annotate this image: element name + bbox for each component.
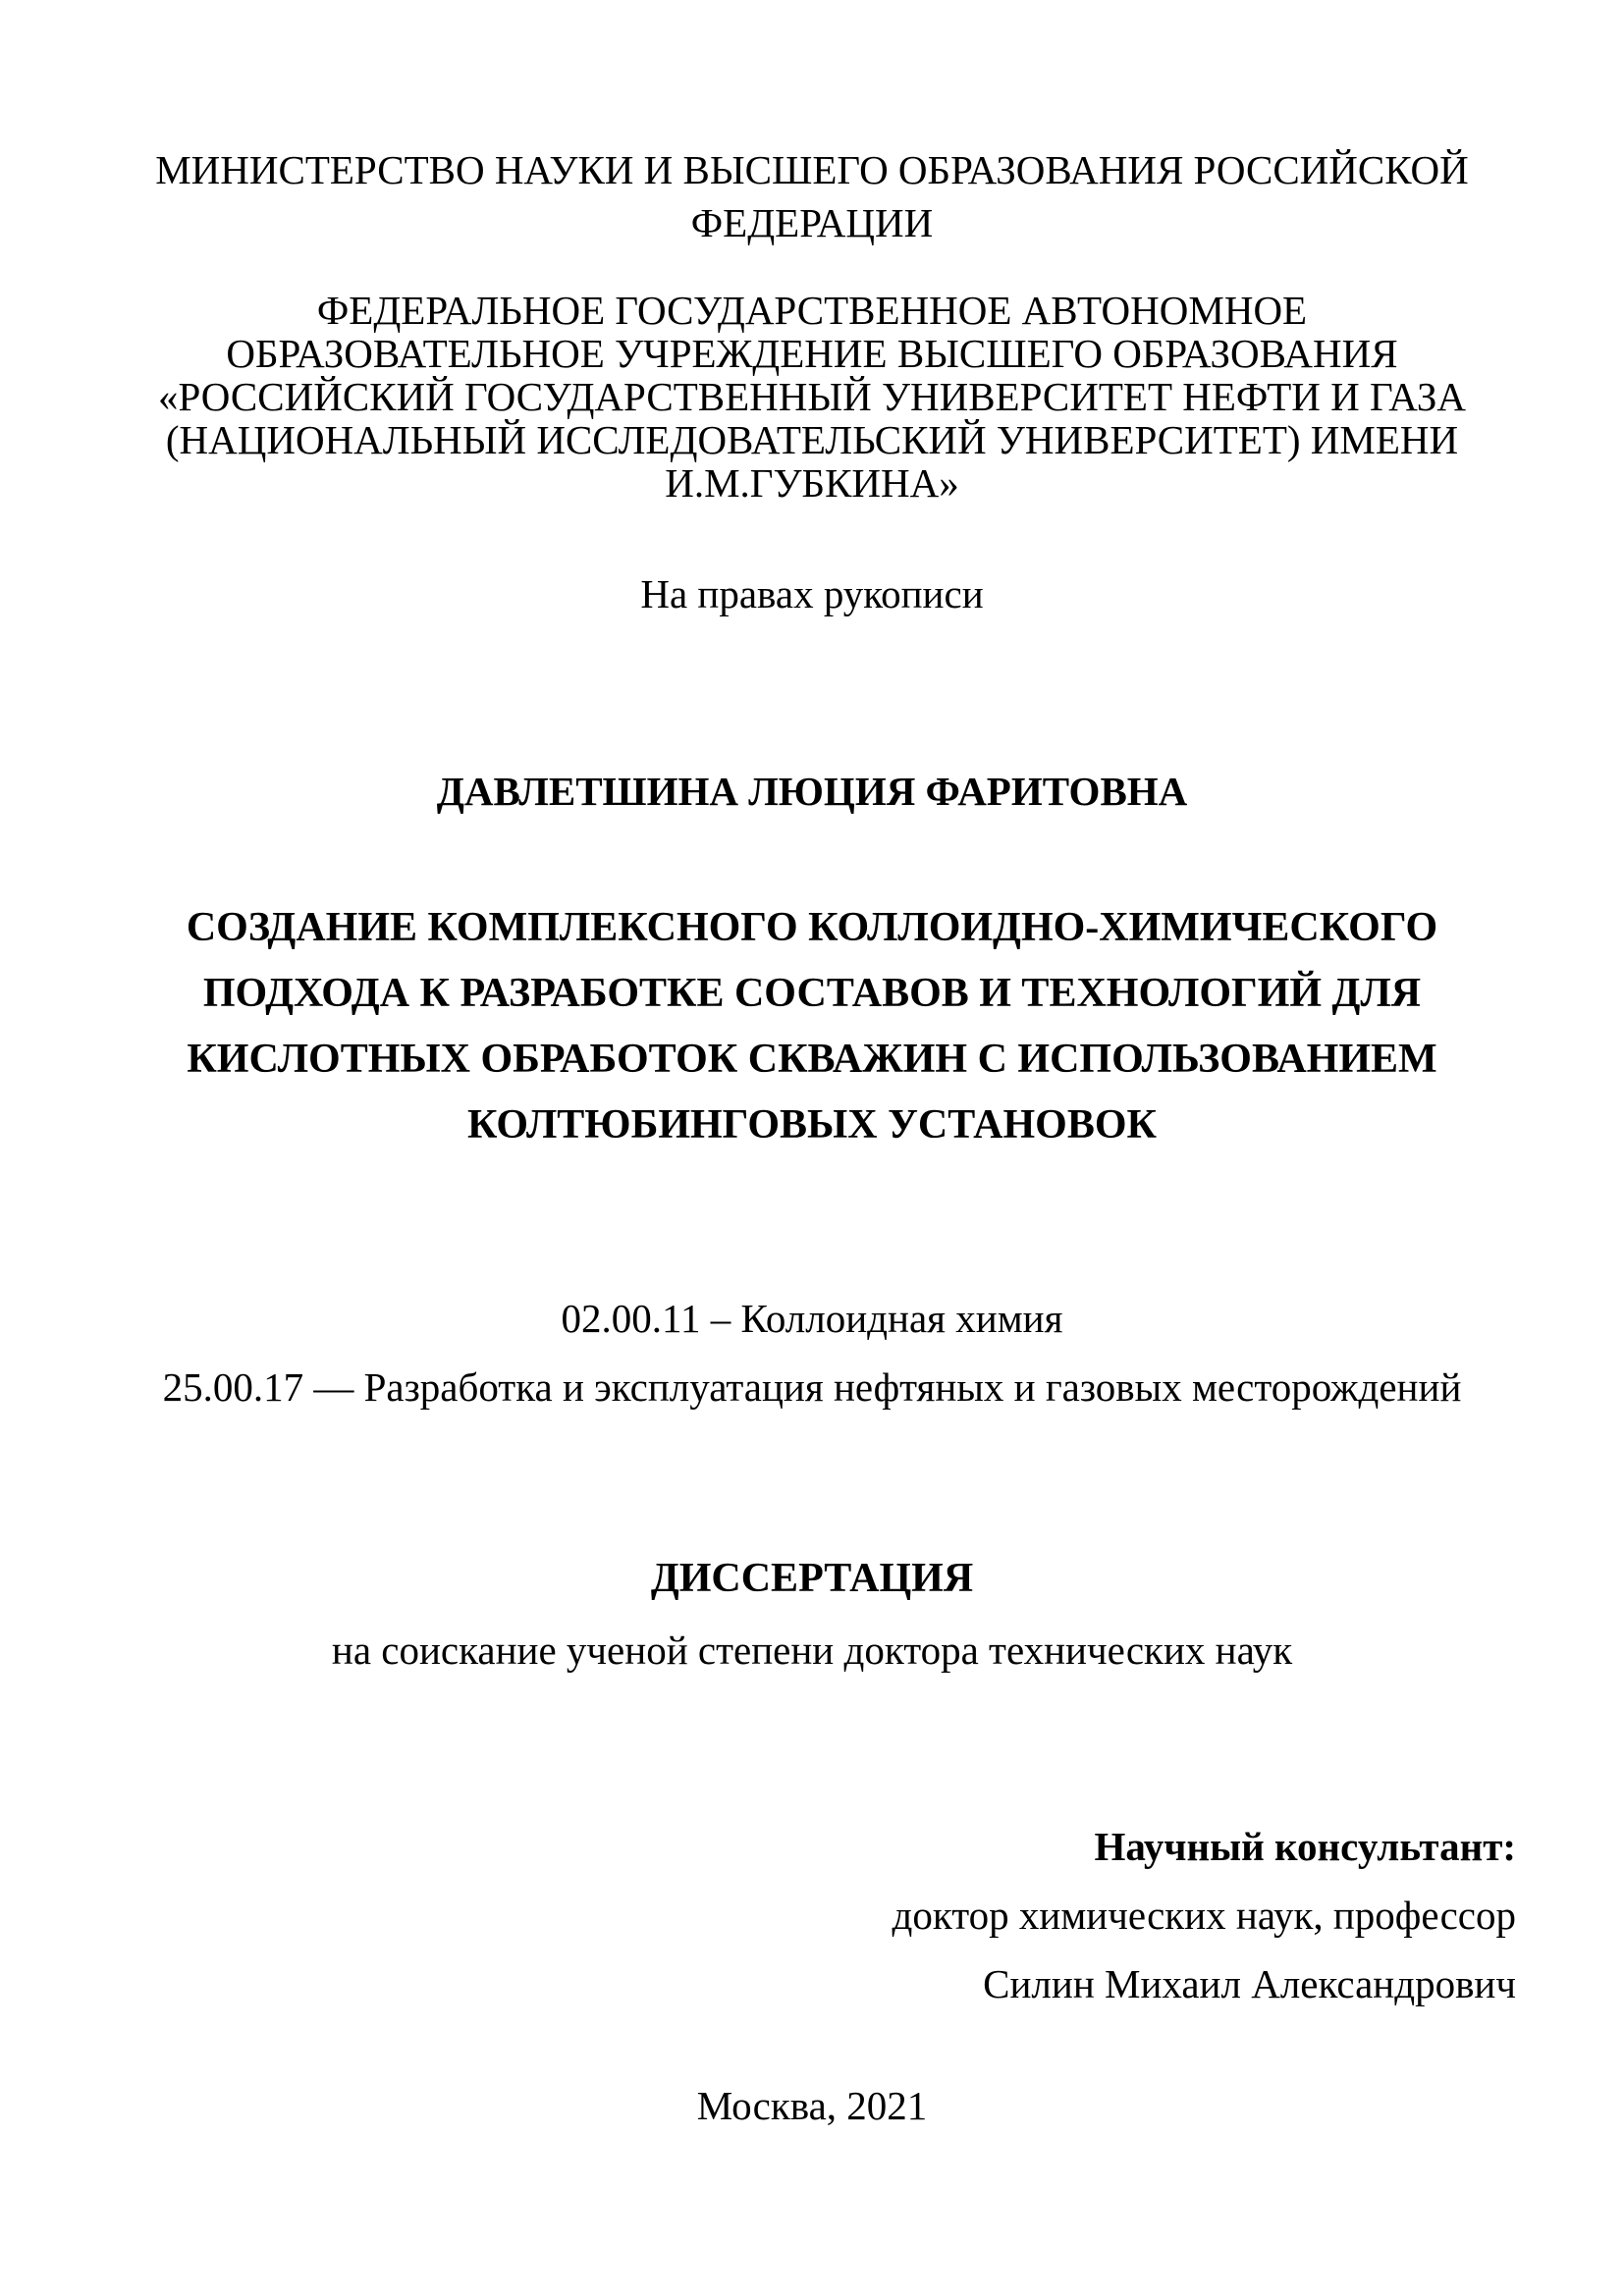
dissertation-title — [108, 895, 1516, 1158]
specialty-code-1: 02.00.11 – Коллоидная химия — [561, 1296, 1063, 1341]
title-line-2: ПОДХОДА К РАЗРАБОТКЕ СОСТАВОВ И ТЕХНОЛОГИЙ ДЛЯ — [202, 971, 1422, 1016]
ministry-name — [108, 143, 1516, 249]
university-line-5: И.М.ГУБКИНА» — [665, 460, 959, 506]
university-line-3: «РОССИЙСКИЙ ГОСУДАРСТВЕННЫЙ УНИВЕРСИТЕТ НЕФТИ И ГАЗА — [158, 374, 1466, 419]
consultant-label: Научный консультант: — [1094, 1824, 1516, 1869]
consultant-name: Силин Михаил Александрович — [983, 1961, 1516, 2006]
author-name: ДАВЛЕТШИНА ЛЮЦИЯ ФАРИТОВНА — [436, 769, 1188, 814]
university-name — [108, 289, 1516, 505]
specialty-codes — [108, 1284, 1516, 1421]
title-line-3: КИСЛОТНЫХ ОБРАБОТОК СКВАЖИН С ИСПОЛЬЗОВАНИЕМ — [187, 1037, 1437, 1082]
scientific-consultant-block — [108, 1812, 1516, 2018]
ministry-line-2: ФЕДЕРАЦИИ — [690, 200, 934, 245]
document-type-heading: ДИССЕРТАЦИЯ — [650, 1556, 974, 1601]
specialty-code-2: 25.00.17 — Разработка и эксплуатация нефтяных и газовых месторождений — [162, 1364, 1462, 1410]
city-year-line: Москва, 2021 — [696, 2083, 928, 2128]
university-line-1: ФЕДЕРАЛЬНОЕ ГОСУДАРСТВЕННОЕ АВТОНОМНОЕ — [316, 288, 1308, 333]
university-line-2: ОБРАЗОВАТЕЛЬНОЕ УЧРЕЖДЕНИЕ ВЫСШЕГО ОБРАЗОВАНИЯ — [226, 331, 1398, 376]
consultant-degree: доктор химических наук, профессор — [892, 1893, 1516, 1938]
manuscript-rights-note: На правах рукописи — [640, 571, 984, 616]
title-line-1: СОЗДАНИЕ КОМПЛЕКСНОГО КОЛЛОИДНО-ХИМИЧЕСКОГО — [186, 905, 1438, 950]
degree-seeking-line: на соискание ученой степени доктора технических наук — [331, 1628, 1293, 1673]
ministry-line-1: МИНИСТЕРСТВО НАУКИ И ВЫСШЕГО ОБРАЗОВАНИЯ РОССИЙСКОЙ — [155, 147, 1469, 192]
university-line-4: (НАЦИОНАЛЬНЫЙ ИССЛЕДОВАТЕЛЬСКИЙ УНИВЕРСИТЕТ) ИМЕНИ — [165, 417, 1459, 462]
title-line-4: КОЛТЮБИНГОВЫХ УСТАНОВОК — [466, 1102, 1157, 1148]
